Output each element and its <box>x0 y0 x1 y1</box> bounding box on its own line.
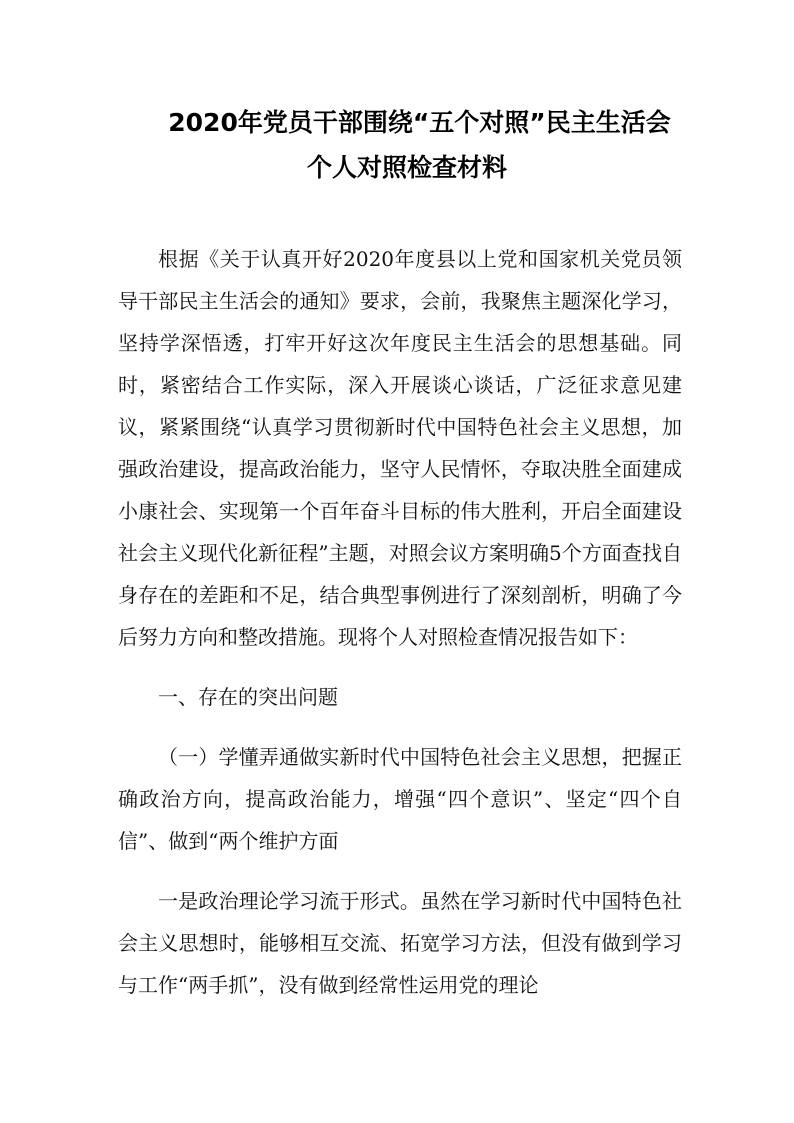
subsection-heading-1: （一）学懂弄通做实新时代中国特色社会主义思想，把握正确政治方向，提高政治能力，增强“四个意识”、坚定“四个自信”、做到“两个维护方面 <box>118 745 682 853</box>
intro-paragraph: 根据《关于认真开好2020年度县以上党和国家机关党员领导干部民主生活会的通知》要求，会前，我聚焦主题深化学习，坚持学深悟透，打牢开好这次年度民主生活会的思想基础。同时，紧密结合工作实际，深入开展谈心谈话，广泛征求意见建议，紧紧围绕“认真学习贯彻新时代中国特色社会主义思想，加强政治建设，提高政治能力，坚守人民情怀，夺取决胜全面建成小康社会、实现第一个百年奋斗目标的伟大胜利，开启全面建设社会主义现代化新征程”主题，对照会议方案明确5个方面查找自身存在的差距和不足，结合典型事例进行了深刻剖析，明确了今后努力方向和整改措施。现将个人对照检查情况报告如下： <box>118 247 682 649</box>
document-body <box>118 238 682 1006</box>
paragraph-spacer <box>118 658 682 676</box>
paragraph-spacer <box>118 718 682 736</box>
title-line-2: 个人对照检查材料 <box>306 153 507 182</box>
section-heading-1: 一、存在的突出问题 <box>158 685 338 709</box>
paragraph-spacer <box>118 862 682 880</box>
title-line-1: 2020年党员干部围绕“五个对照”民主生活会 <box>168 108 671 137</box>
point-paragraph-1: 一是政治理论学习流于形式。虽然在学习新时代中国特色社会主义思想时，能够相互交流、拓宽学习方法，但没有做到学习与工作“两手抓”，没有做到经常性运用党的理论 <box>118 889 682 997</box>
document-title <box>0 100 794 190</box>
